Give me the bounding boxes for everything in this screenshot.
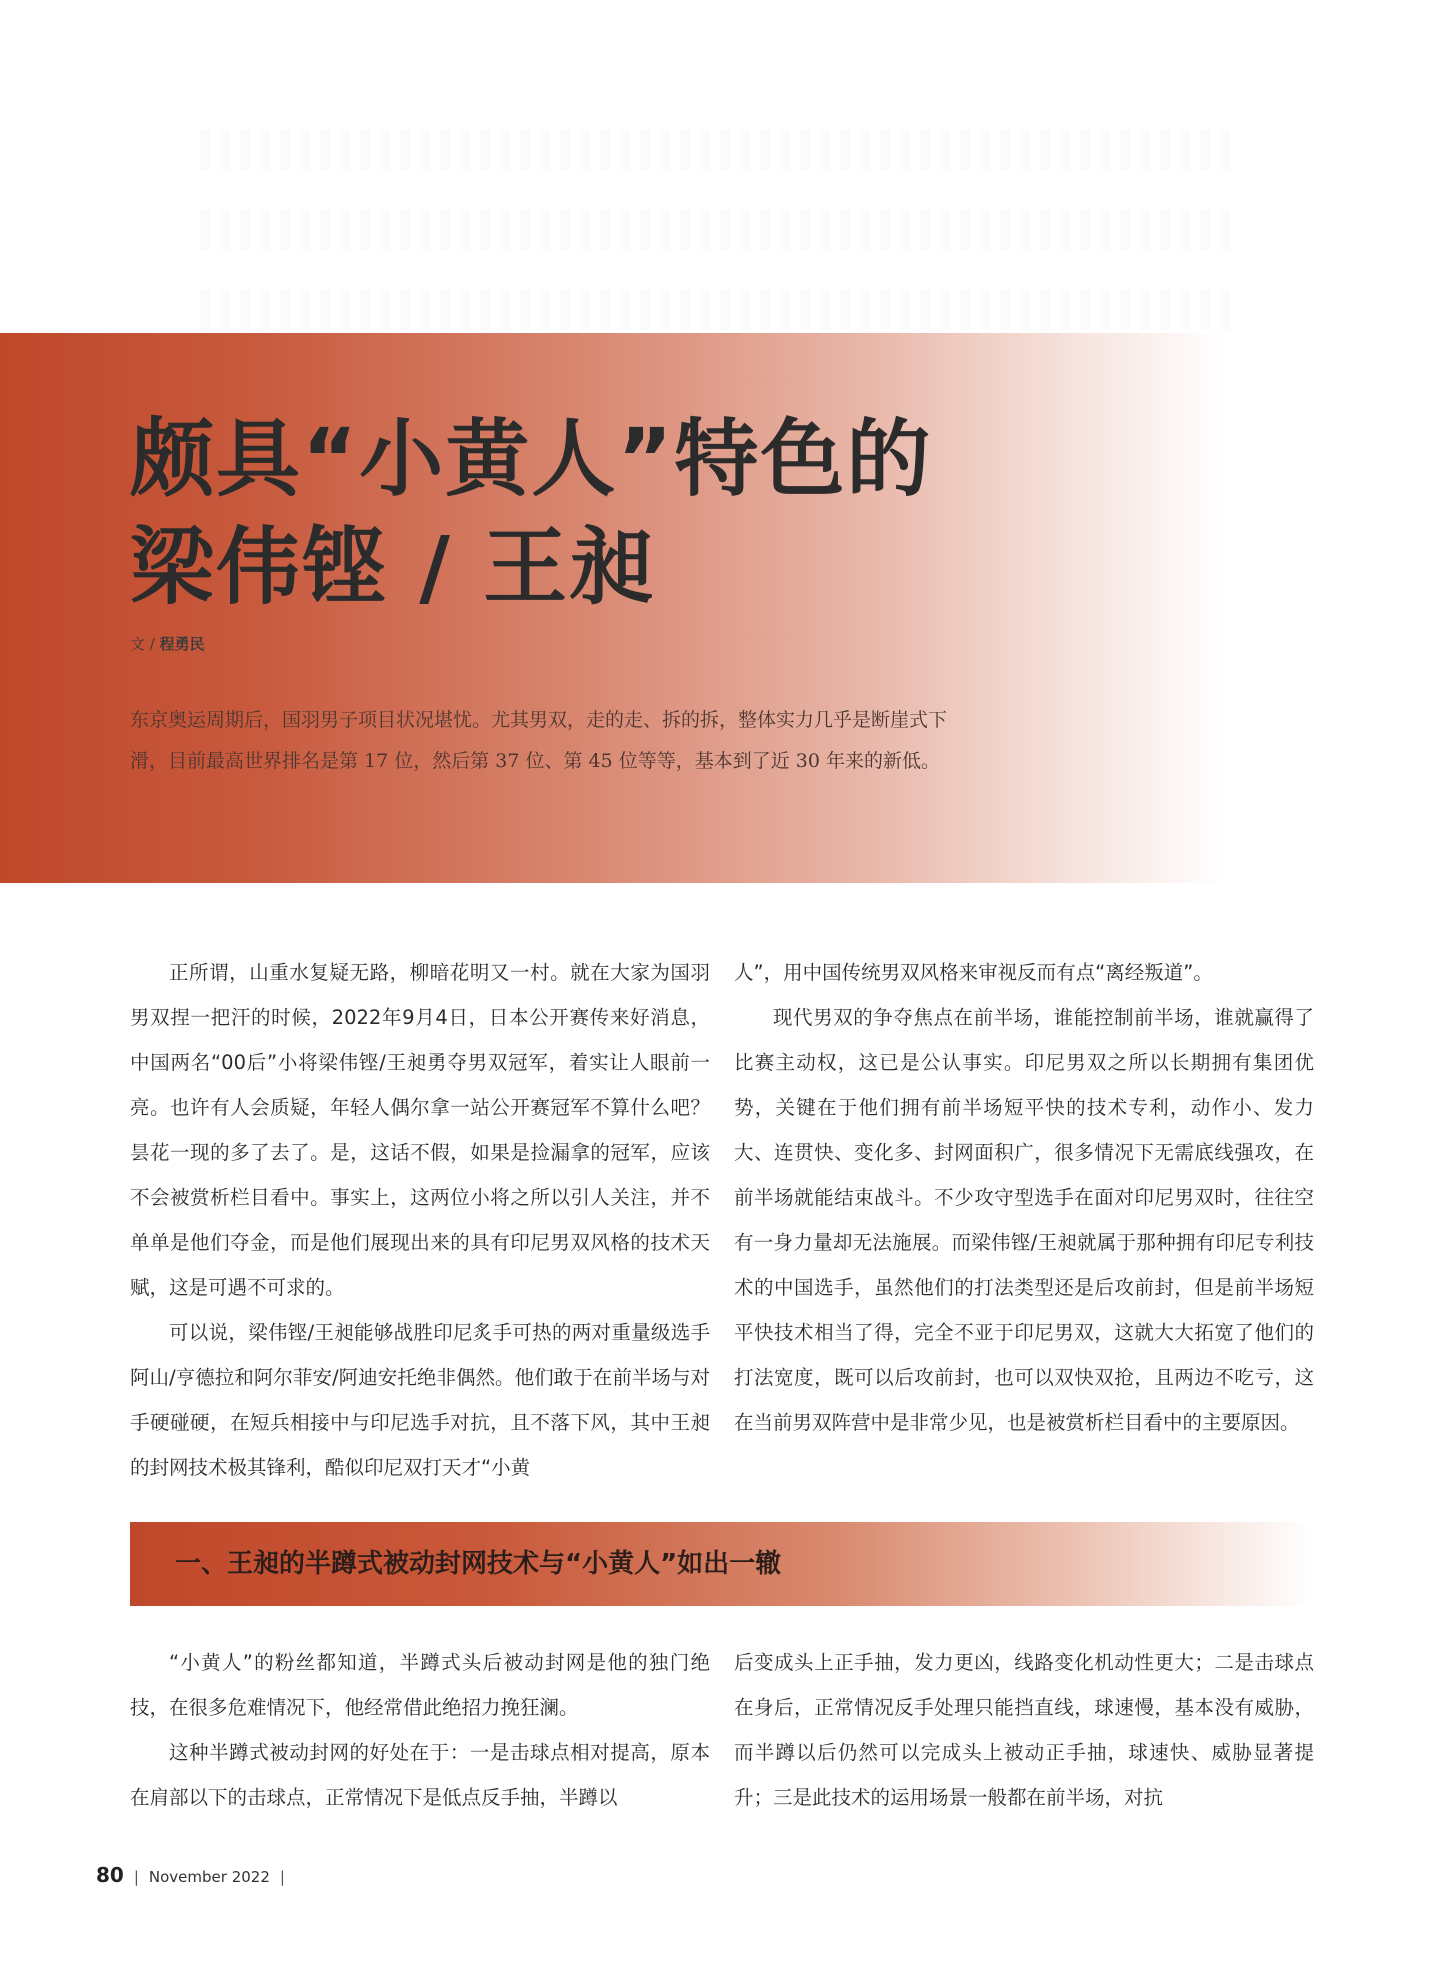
body-column-left-2 <box>130 1640 710 1820</box>
body-paragraph: “小黄人”的粉丝都知道，半蹲式头后被动封网是他的独门绝技，在很多危难情况下，他经常借此绝招力挽狂澜。 <box>130 1651 710 1719</box>
byline-prefix: 文 / <box>130 635 160 653</box>
issue-date: November 2022 <box>148 1868 270 1886</box>
section-heading-bar <box>130 1522 1310 1606</box>
section-heading: 一、王昶的半蹲式被动封网技术与“小黄人”如出一辙 <box>175 1549 782 1579</box>
byline <box>130 633 205 654</box>
page-number: 80 <box>96 1863 124 1887</box>
body-column-left-1 <box>130 950 710 1490</box>
footer-separator: | <box>279 1868 285 1886</box>
faded-background-text-2 <box>200 210 1240 250</box>
body-paragraph: 可以说，梁伟铿/王昶能够战胜印尼炙手可热的两对重量级选手阿山/亨德拉和阿尔菲安/阿迪安托绝非偶然。他们敢于在前半场与对手硬碰硬，在短兵相接中与印尼选手对抗，且不落下风，其中王昶的封网技术极其锋利，酷似印尼双打天才“小黄 <box>130 1321 710 1479</box>
author-name: 程勇民 <box>159 635 205 653</box>
body-paragraph: 这种半蹲式被动封网的好处在于：一是击球点相对提高，原本在肩部以下的击球点，正常情况下是低点反手抽，半蹲以 <box>130 1741 710 1809</box>
faded-background-text-3 <box>200 290 1240 330</box>
article-title-line-2: 梁伟铿 / 王昶 <box>130 518 656 616</box>
body-column-right-2 <box>734 1640 1314 1820</box>
page-footer <box>96 1863 295 1887</box>
lead-paragraph: 东京奥运周期后，国羽男子项目状况堪忧。尤其男双，走的走、拆的拆，整体实力几乎是断崖式下滑，目前最高世界排名是第 17 位，然后第 37 位、第 45 位等等，基本到了近 30 年来的新低。 <box>130 709 948 772</box>
body-paragraph: 正所谓，山重水复疑无路，柳暗花明又一村。就在大家为国羽男双捏一把汗的时候，2022年9月4日，日本公开赛传来好消息，中国两名“00后”小将梁伟铿/王昶勇夺男双冠军，着实让人眼前一亮。也许有人会质疑，年轻人偶尔拿一站公开赛冠军不算什么吧？昙花一现的多了去了。是，这话不假，如果是捡漏拿的冠军，应该不会被赏析栏目看中。事实上，这两位小将之所以引人关注，并不单单是他们夺金，而是他们展现出来的具有印尼男双风格的技术天赋，这是可遇不可求的。 <box>130 961 710 1299</box>
body-column-right-1 <box>734 950 1314 1445</box>
body-paragraph: 人”，用中国传统男双风格来审视反而有点“离经叛道”。 <box>734 961 1213 984</box>
article-title <box>130 405 932 621</box>
body-paragraph: 后变成头上正手抽，发力更凶，线路变化机动性更大；二是击球点在身后，正常情况反手处理只能挡直线，球速慢，基本没有威胁，而半蹲以后仍然可以完成头上被动正手抽，球速快、威胁显著提升；三是此技术的运用场景一般都在前半场，对抗 <box>734 1651 1314 1809</box>
body-paragraph: 现代男双的争夺焦点在前半场，谁能控制前半场，谁就赢得了比赛主动权，这已是公认事实。印尼男双之所以长期拥有集团优势，关键在于他们拥有前半场短平快的技术专利，动作小、发力大、连贯快、变化多、封网面积广，很多情况下无需底线强攻，在前半场就能结束战斗。不少攻守型选手在面对印尼男双时，往往空有一身力量却无法施展。而梁伟铿/王昶就属于那种拥有印尼专利技术的中国选手，虽然他们的打法类型还是后攻前封，但是前半场短平快技术相当了得，完全不亚于印尼男双，这就大大拓宽了他们的打法宽度，既可以后攻前封，也可以双快双抢，且两边不吃亏，这在当前男双阵营中是非常少见，也是被赏析栏目看中的主要原因。 <box>734 1006 1314 1434</box>
article-title-line-1: 颇具“小黄人”特色的 <box>130 410 933 508</box>
footer-separator: | <box>133 1868 139 1886</box>
faded-background-text-1 <box>200 130 1240 170</box>
